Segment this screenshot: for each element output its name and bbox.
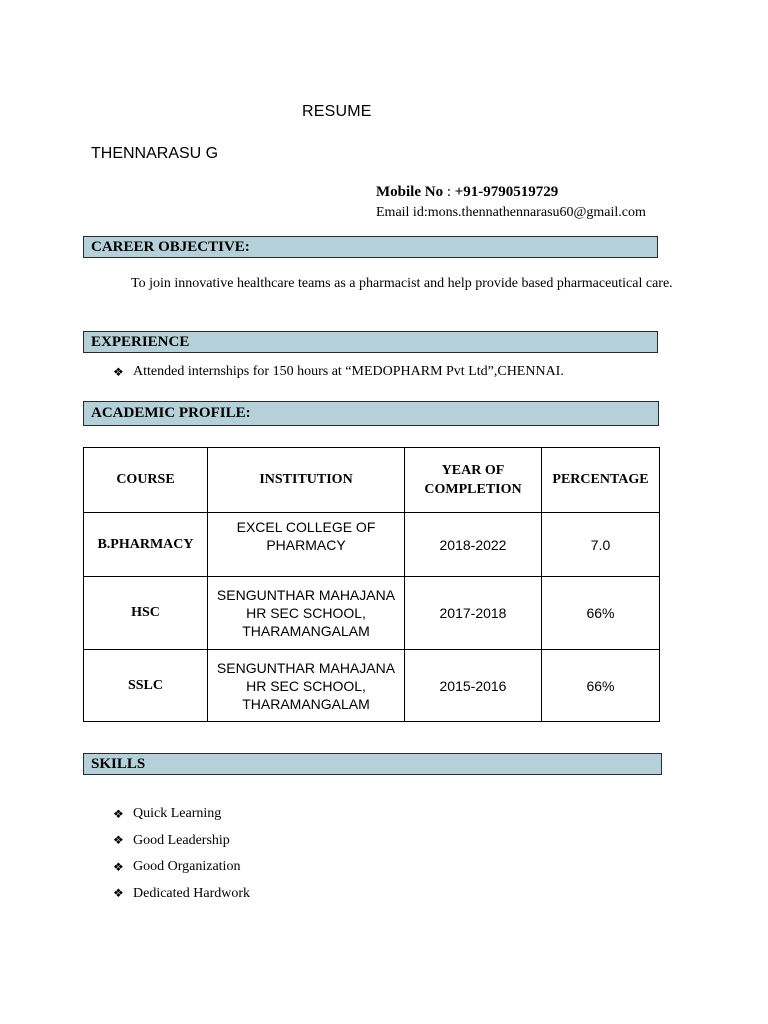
cell-year: 2015-2016	[405, 650, 542, 722]
skill-text: Quick Learning	[133, 806, 222, 822]
cell-course: HSC	[84, 577, 208, 650]
table-row	[84, 513, 660, 577]
cell-percentage: 66%	[542, 650, 660, 722]
diamond-bullet-icon: ❖	[113, 859, 124, 874]
section-heading-academic-profile: ACADEMIC PROFILE:	[83, 401, 659, 426]
career-objective-text	[89, 270, 677, 298]
section-heading-career-objective: CAREER OBJECTIVE:	[83, 236, 658, 258]
list-item	[113, 881, 250, 908]
column-header-institution: INSTITUTION	[208, 448, 405, 513]
cell-course: SSLC	[84, 650, 208, 722]
column-header-course: COURSE	[84, 448, 208, 513]
table-header-row	[84, 448, 660, 513]
experience-item	[113, 364, 564, 380]
column-header-year: YEAR OF COMPLETION	[405, 448, 542, 513]
mobile-label: Mobile No	[376, 184, 444, 200]
diamond-bullet-icon: ❖	[113, 806, 124, 821]
table-row	[84, 577, 660, 650]
mobile-number: +91-9790519729	[454, 184, 559, 200]
candidate-name: THENNARASU G	[91, 145, 219, 162]
skill-text: Good Leadership	[133, 832, 230, 848]
skill-text: Dedicated Hardwork	[133, 885, 251, 901]
mobile-separator: :	[443, 184, 455, 200]
column-header-percentage: PERCENTAGE	[542, 448, 660, 513]
cell-institution: EXCEL COLLEGE OF PHARMACY	[208, 513, 405, 577]
mobile-line	[376, 184, 558, 201]
cell-year: 2017-2018	[405, 577, 542, 650]
experience-item-text: Attended internships for 150 hours at “MEDOPHARM Pvt Ltd”,CHENNAI.	[133, 364, 564, 379]
cell-year: 2018-2022	[405, 513, 542, 577]
list-item	[113, 801, 250, 828]
section-heading-experience: EXPERIENCE	[83, 331, 658, 353]
section-heading-skills: SKILLS	[83, 753, 662, 775]
cell-institution: SENGUNTHAR MAHAJANA HR SEC SCHOOL, THARAMANGALAM	[208, 577, 405, 650]
academic-table	[83, 447, 660, 722]
diamond-bullet-icon: ❖	[113, 364, 124, 379]
diamond-bullet-icon: ❖	[113, 833, 124, 848]
cell-course: B.PHARMACY	[84, 513, 208, 577]
list-item	[113, 828, 250, 855]
skill-text: Good Organization	[133, 859, 241, 875]
cell-percentage: 7.0	[542, 513, 660, 577]
cell-institution: SENGUNTHAR MAHAJANA HR SEC SCHOOL, THARAMANGALAM	[208, 650, 405, 722]
skills-list	[113, 801, 250, 907]
career-objective-body: To join innovative healthcare teams as a pharmacist and help provide based pharmaceutical care.	[131, 276, 673, 291]
table-row	[84, 650, 660, 722]
diamond-bullet-icon: ❖	[113, 886, 124, 901]
document-title: RESUME	[302, 103, 372, 120]
email-line: Email id:mons.thennathennarasu60@gmail.com	[376, 205, 646, 220]
cell-percentage: 66%	[542, 577, 660, 650]
list-item	[113, 854, 250, 881]
